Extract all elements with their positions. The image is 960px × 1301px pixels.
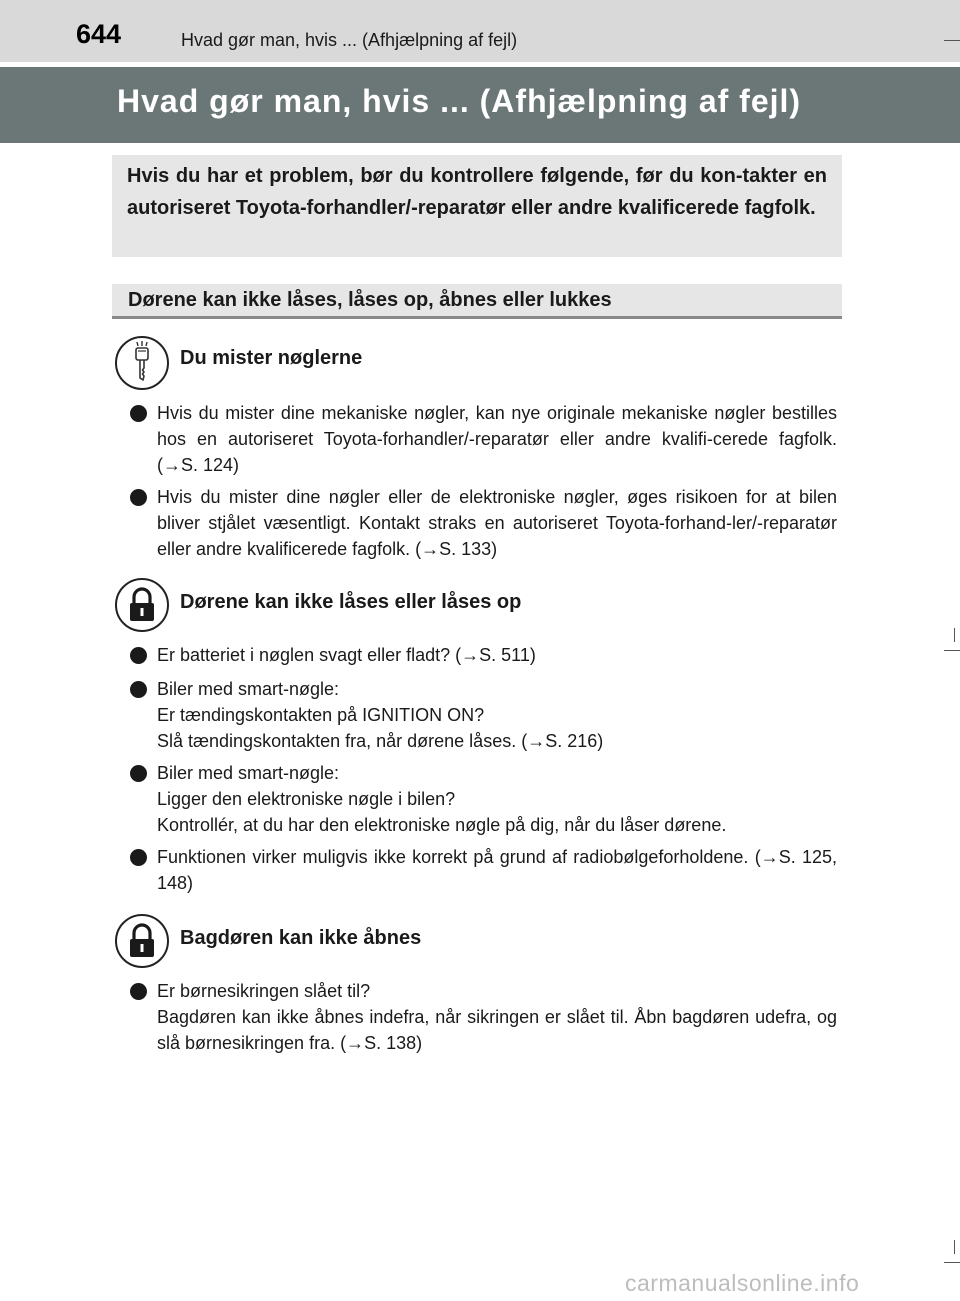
crop-mark: [944, 1262, 960, 1263]
list-item: Hvis du mister dine nøgler eller de elektroniske nøgler, øges risikoen for at bilen bliver stjålet væsentligt. Kontakt straks en autoriseret Toyota-forhand-ler/-reparatør eller andre kvalificerede fagfolk. (→S. 133): [157, 487, 837, 559]
list-item: Hvis du mister dine mekaniske nøgler, kan nye originale mekaniske nøgler bestilles hos en autoriseret Toyota-forhandler/-reparatør eller andre kvalifi-cerede fagfolk. (→S. 124): [157, 403, 837, 475]
bullet-icon: [130, 681, 147, 698]
crop-mark: [954, 1240, 955, 1254]
crop-mark: [954, 628, 955, 642]
lock-icon: [115, 578, 169, 632]
bullet-icon: [130, 405, 147, 422]
list-item: Funktionen virker muligvis ikke korrekt på grund af radiobølgeforholdene. (→S. 125, 148): [157, 847, 837, 893]
page-number: 644: [76, 19, 122, 49]
bullet-icon: [130, 849, 147, 866]
page-title: Hvad gør man, hvis ... (Afhjælpning af fejl): [117, 83, 802, 119]
list-item: Biler med smart-nøgle: Er tændingskontakten på IGNITION ON? Slå tændingskontakten fra, når dørene låses. (→S. 216): [157, 679, 604, 751]
bullet-icon: [130, 489, 147, 506]
intro-text: Hvis du har et problem, bør du kontrollere følgende, før du kon-takter en autoriseret Toyota-forhandler/-reparatør eller andre kvalificerede fagfolk.: [127, 165, 827, 219]
bullet-icon: [130, 765, 147, 782]
watermark: carmanualsonline.info: [625, 1270, 860, 1296]
list-item: Er børnesikringen slået til? Bagdøren kan ikke åbnes indefra, når sikringen er slået til. Åbn bagdøren udefra, og slå børnesikringen fra. (→S. 138): [157, 981, 837, 1053]
crop-mark: [944, 40, 960, 41]
lock-icon: [115, 914, 169, 968]
list-item: Er batteriet i nøglen svagt eller fladt? (→S. 511): [157, 645, 536, 665]
bullet-icon: [130, 983, 147, 1000]
subhead-back-door: Bagdøren kan ikke åbnes: [180, 927, 422, 949]
subhead-lost-keys: Du mister nøglerne: [180, 347, 363, 369]
subhead-doors-lock: Dørene kan ikke låses eller låses op: [180, 591, 522, 613]
list-item: Biler med smart-nøgle: Ligger den elektroniske nøgle i bilen? Kontrollér, at du har den elektroniske nøgle på dig, når du låser dørene.: [157, 763, 727, 835]
key-icon: [115, 336, 169, 390]
bullet-icon: [130, 647, 147, 664]
crop-mark: [944, 650, 960, 651]
running-head: Hvad gør man, hvis ... (Afhjælpning af fejl): [181, 30, 518, 50]
section-title: Dørene kan ikke låses, låses op, åbnes eller lukkes: [128, 289, 612, 311]
